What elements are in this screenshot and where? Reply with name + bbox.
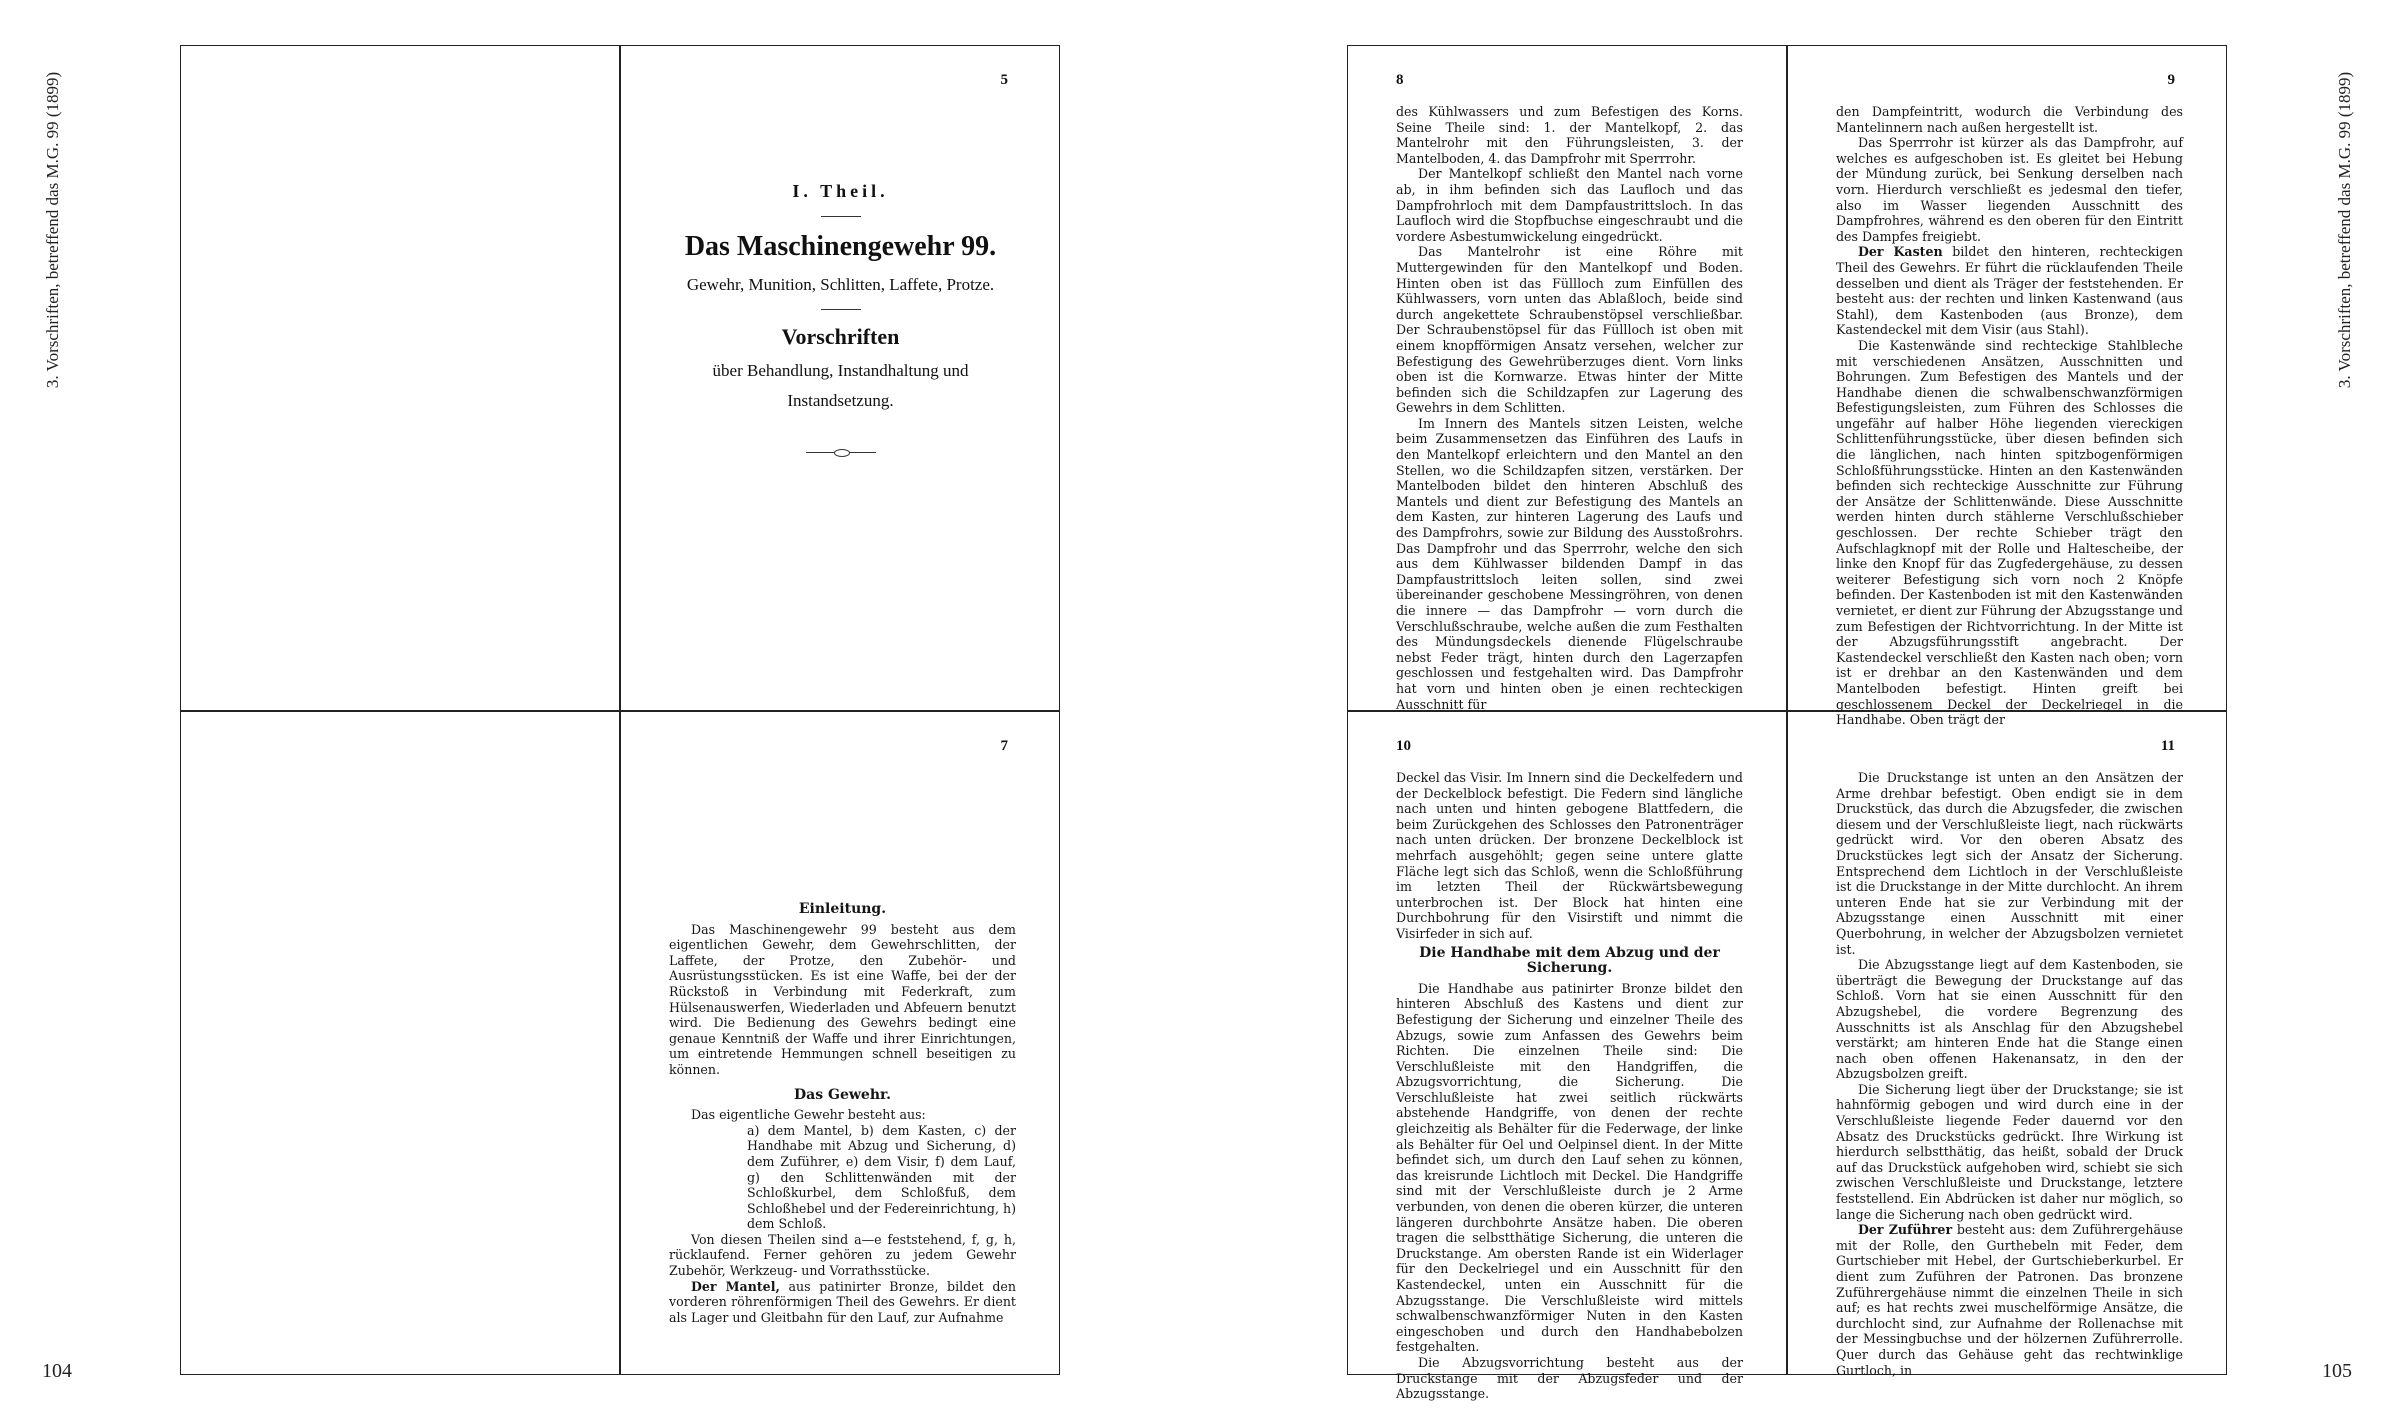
page-9-para-3 bbox=[1836, 244, 2183, 338]
title-rule-2 bbox=[821, 309, 861, 310]
zufuehrer-lead: Der Zuführer bbox=[1858, 1222, 1953, 1238]
page-10 bbox=[1348, 712, 1787, 1402]
mantel-lead: Der Mantel, bbox=[691, 1278, 780, 1294]
page-11-number: 11 bbox=[2160, 738, 2175, 754]
page-8 bbox=[1348, 46, 1787, 710]
page-10-para-2: Die Handhabe aus patinirter Bronze bildet den hinteren Abschluß des Kastens und dient zur Befestigung der Sicherung und einzelner Theile des Abzugs, sowie zum Anfassen des Gewehrs beim Richten. Die einzelnen Theile sind: Die Verschlußleiste mit den Handgriffen, die Abzugsvorrichtung, die Sicherung. Die Verschlußleiste hat zwei seitlich rückwärts abstehende Handgriffe, von denen der rechte gleichzeitig als Behälter für die Federwage, der linke als Behälter für Oel und Oelpinsel dient. In der Mitte befindet sich, um durch den Lauf sehen zu können, das kreisrunde Lichtloch mit Deckel. Die Handgriffe sind mit der Verschlußleiste durch je 2 Arme verbunden, von denen die oberen kürzer, die unteren längeren durchbohrte Ansätze haben. Die oberen tragen die selbstthätige Sicherung, die unteren die Druckstange. Am obersten Rande ist ein Widerlager für den Deckelriegel und ein Ausschnitt für den Kastendeckel, unten ein Ausschnitt für die Abzugsstange. Die Verschlußleiste wird mittels schwalbenschwanzförmiger Nuten in den Kasten eingeschoben und durch den Handhabebolzen festgehalten. bbox=[1396, 980, 1743, 1355]
page-8-para-2: Der Mantelkopf schließt den Mantel nach vorne ab, in ihm befinden sich das Laufloch und das Dampfrohrloch mit dem Dampfaustrittsloch. In das Laufloch wird die Stopfbuchse eingeschraubt und die vordere Asbestumwickelung eingedrückt. bbox=[1396, 166, 1743, 244]
running-title-left bbox=[33, 40, 73, 420]
page-9-para-2: Das Sperrrohr ist kürzer als das Dampfrohr, auf welches es aufgeschoben ist. Es gleitet bei Hebung der Mündung zurück, bei Senkung derselben nach vorn. Hierdurch verschließt es jedesmal den tiefer, also im Wasser liegenden Ausschnitt des Dampfrohres, während es den oberen für den Eintritt des Dampfes freigiebt. bbox=[1836, 135, 2183, 244]
page-11-para-4 bbox=[1836, 1222, 2183, 1378]
mantel-text: aus patinirter Bronze, bildet den vorderen röhrenförmigen Theil des Gewehrs. Er dient als Lager und Gleitbahn für den Lauf, zur Aufnahme bbox=[669, 1278, 1016, 1325]
main-title: Das Maschinengewehr 99. bbox=[684, 231, 997, 262]
folio-left: 104 bbox=[42, 1360, 72, 1382]
page-11-para-2: Die Abzugsstange liegt auf dem Kastenboden, sie überträgt die Bewegung der Druckstange auf das Schloß. Vorn hat sie einen Ausschnitt für den Abzugshebel, die vordere Begrenzung des Ausschnitts ist als Anschlag für den Abzugshebel verstärkt; am hinteren Ende hat die Stange einen nach oben offenen Hakenansatz, in den der Abzugsbolzen greift. bbox=[1836, 957, 2183, 1082]
page-11 bbox=[1788, 712, 2227, 1376]
page-11-text bbox=[1836, 770, 2183, 1378]
zufuehrer-text: besteht aus: dem Zuführergehäuse mit der Rolle, den Gurthebeln mit Feder, dem Gurtschieber mit Hebel, der Gurtschieberkurbel. Er dient zum Zuführen der Patronen. Das bronzene Zuführergehäuse nimmt die einzelnen Theile in sich auf; es hat rechts zwei muschelförmige Ansätze, die durchlocht sind, zur Aufnahme der Rollenachse mit der Messingbuchse und der hölzernen Zuführerrolle. Quer durch das Gehäuse geht das rechtwinklige Gurtloch, in bbox=[1836, 1222, 2183, 1378]
left-spread bbox=[180, 45, 1060, 1375]
page-7-number: 7 bbox=[1000, 738, 1008, 754]
page-7-para-2: Das eigentliche Gewehr besteht aus: bbox=[691, 1107, 926, 1123]
page-10-number: 10 bbox=[1396, 738, 1411, 754]
page-7-para-4 bbox=[669, 1279, 1016, 1326]
ornament-rule bbox=[806, 448, 876, 456]
page-8-text bbox=[1396, 104, 1743, 712]
right-spread bbox=[1347, 45, 2227, 1402]
vorschriften-sub-line-2: Instandsetzung. bbox=[787, 391, 894, 410]
running-title-text-left: 3. Vorschriften, betreffend das M.G. 99 (1899) bbox=[43, 71, 63, 389]
page-9-para-1: den Dampfeintritt, wodurch die Verbindung des Mantelinnern nach außen hergestellt ist. bbox=[1836, 104, 2183, 135]
gewehr-heading: Das Gewehr. bbox=[794, 1086, 891, 1103]
page-11-para-1: Die Druckstange ist unten an den Ansätzen der Arme drehbar befestigt. Oben endigt sie in dem Druckstück, das durch die Abzugsfeder, die zwischen diesem und der Verschlußleiste liegt, nach rückwärts gedrückt wird. Vor den oberen Absatz des Druckstückes legt sich der Ansatz der Sicherung. Entsprechend dem Lichtloch in der Verschlußleiste ist die Druckstange in der Mitte durchlocht. An ihrem unteren Ende hat sie zur Verbindung mit der Abzugsstange einen Ausschnitt mit einer Querbohrung, in welcher der Abzugsbolzen vernietet ist. bbox=[1836, 770, 2183, 957]
blank-page-bottom bbox=[181, 712, 620, 1376]
page-5-title-block bbox=[621, 181, 1060, 456]
vorschriften-sub-line-1: über Behandlung, Instandhaltung und bbox=[712, 361, 969, 380]
running-title-text-right: 3. Vorschriften, betreffend das M.G. 99 (1899) bbox=[2335, 71, 2355, 389]
folio-right: 105 bbox=[2322, 1360, 2352, 1382]
page-5 bbox=[621, 46, 1060, 710]
page-9 bbox=[1788, 46, 2227, 728]
page-7-para-3: Von diesen Theilen sind a—e feststehend, f, g, h, rücklaufend. Ferner gehören zu jedem Gewehr Zubehör, Werkzeug- und Vorrathsstücke. bbox=[669, 1231, 1016, 1279]
main-subtitle: Gewehr, Munition, Schlitten, Laffete, Protze. bbox=[686, 275, 995, 294]
handhabe-heading: Die Handhabe mit dem Abzug und der Sicherung. bbox=[1419, 944, 1720, 977]
vorschriften-heading: Vorschriften bbox=[781, 324, 900, 349]
parts-list bbox=[669, 1123, 1016, 1232]
page-7-text bbox=[669, 898, 1016, 1325]
page-10-para-1: Deckel das Visir. Im Innern sind die Deckelfedern und der Deckelblock befestigt. Die Federn sind längliche nach unten und hinten gebogene Blattfedern, die beim Zurückgehen des Schlosses den Patronenträger nach unten drücken. Der bronzene Deckelblock ist mehrfach ausgehöhlt; gegen seine untere glatte Fläche legt sich das Schloß, wenn die Schloßführung im letzten Theil der Rückwärtsbewegung unterbrochen ist. Der Block hat hinten eine Durchbohrung für den Visirstift und nimmt die Visirfeder in sich auf. bbox=[1396, 770, 1743, 941]
kasten-lead: Der Kasten bbox=[1858, 244, 1943, 260]
running-title-right bbox=[2325, 40, 2365, 420]
parts-list-text: a) dem Mantel, b) dem Kasten, c) der Handhabe mit Abzug und Sicherung, d) dem Zuführer, e) dem Visir, f) dem Lauf, g) den Schlittenwänden mit der Schloßkurbel, dem Schloßfuß, dem Schloßhebel und der Federeinrichtung, h) dem Schloß. bbox=[747, 1122, 1016, 1232]
page-10-para-3: Die Abzugsvorrichtung besteht aus der Druckstange mit der Abzugsfeder und der Abzugsstange. bbox=[1396, 1354, 1743, 1402]
theil-heading: I. Theil. bbox=[792, 181, 889, 201]
page-7 bbox=[621, 712, 1060, 1376]
blank-page-top bbox=[181, 46, 620, 710]
page-8-para-3: Das Mantelrohr ist eine Röhre mit Muttergewinden für den Mantelkopf und Boden. Hinten oben ist das Füllloch zum Einfüllen des Kühlwassers, vorn unten das Ablaßloch, beide sind durch angekettete Schraubenstöpsel verschließbar. Der Schraubenstöpsel für das Füllloch ist oben mit einem knopfförmigen Ansatz versehen, welcher zur Befestigung des Gewehrüberzuges dient. Vorn links oben ist die Kornwarze. Etwas hinter der Mitte befinden sich die Schildzapfen zur Lagerung des Gewehrs in dem Schlitten. bbox=[1396, 244, 1743, 416]
page-9-number: 9 bbox=[2167, 72, 2175, 88]
kasten-text: bildet den hinteren, rechteckigen Theil des Gewehrs. Er führt die rücklaufenden Theile desselben und dient als Träger der feststehenden. Er besteht aus: der rechten und linken Kastenwand (aus Stahl), dem Kastenboden (aus Bronze), dem Kastendeckel mit dem Visir (aus Stahl). bbox=[1836, 244, 2183, 338]
page-8-number: 8 bbox=[1396, 72, 1404, 88]
page-8-para-1: des Kühlwassers und zum Befestigen des Korns. Seine Theile sind: 1. der Mantelkopf, 2. das Mantelrohr mit den Führungsleisten, 3. der Mantelboden, 4. das Dampfrohr mit Sperrrohr. bbox=[1396, 104, 1743, 166]
vorschriften-sub bbox=[621, 356, 1060, 416]
page-10-text bbox=[1396, 770, 1743, 1402]
page-7-para-1: Das Maschinengewehr 99 besteht aus dem eigentlichen Gewehr, dem Gewehrschlitten, der Laffete, der Protze, den Zubehör- und Ausrüstungsstücken. Es ist eine Waffe, bei der der Rückstoß in Verbindung mit Federkraft, zum Hülsenauswerfen, Wiederladen und Abfeuern benutzt wird. Die Bedienung des Gewehrs bedingt eine genaue Kenntniß der Waffe und ihrer Einrichtungen, um eintretende Hemmungen schnell beseitigen zu können. bbox=[669, 921, 1016, 1077]
einleitung-heading: Einleitung. bbox=[798, 901, 887, 917]
page-9-para-4: Die Kastenwände sind rechteckige Stahlbleche mit verschiedenen Ansätzen, Ausschnitten und Bohrungen. Zum Befestigen des Mantels und der Handhabe dienen die schwalbenschwanzförmigen Befestigungsleisten, zum Führen des Schlosses die ungefähr auf halber Höhe liegenden viereckigen Schlittenführungsstücke, über diesen befinden sich die länglichen, nach hinten spitzbogenförmigen Schloßführungsstücke. Hinten an den Kastenwänden befinden sich rechteckige Ausschnitte zur Führung der Ansätze der Schlittenwände. Diese Ausschnitte werden hinten durch stählerne Verschlußschieber geschlossen. Der rechte Schieber trägt den Aufschlagknopf mit der Rolle und Haltescheibe, der linke den Knopf für das Zugfedergehäuse, zu dessen weiterer Befestigung sich vorn noch 2 Knöpfe befinden. Der Kastenboden ist mit den Kastenwänden vernietet, er dient zur Führung der Abzugsstange und zum Befestigen der Richtvorrichtung. In der Mitte ist der Abzugsführungsstift angebracht. Der Kastendeckel verschließt den Kasten nach oben; vorn ist er drehbar an den Kastenwänden und dem Mantelboden befestigt. Hinten greift bei geschlossenem Deckel der Deckelriegel in die Handhabe. Oben trägt der bbox=[1836, 337, 2183, 728]
page-8-para-4: Im Innern des Mantels sitzen Leisten, welche beim Zusammensetzen das Einführen des Laufs in den Mantelkopf erleichtern und den Mantel an den Stellen, wo die Schildzapfen sitzen, verstärken. Der Mantelboden bildet den hinteren Abschluß des Mantels und dient zur Befestigung des Mantels an dem Kasten, zur hinteren Lagerung des Laufs und des Dampfrohrs, sowie zur Bildung des Ausstoßrohrs. Das Dampfrohr und das Sperrrohr, welche den sich aus dem Kühlwasser bildenden Dampf in das Dampfaustrittsloch leiten sollen, sind zwei übereinander geschobene Messingröhren, von denen die innere — das Dampfrohr — vorn durch die Verschlußschraube, welche außen die zum Festhalten des Mündungsdeckels dienende Flügelschraube nebst Feder trägt, hinten durch den Lagerzapfen geschlossen und festgehalten wird. Das Dampfrohr hat vorn und hinten oben je einen rechteckigen Ausschnitt für bbox=[1396, 415, 1743, 712]
page-11-para-3: Die Sicherung liegt über der Druckstange; sie ist hahnförmig gebogen und wird durch eine in der Verschlußleiste liegende Feder dauernd vor den Absatz des Druckstücks gedrückt. Ihre Wirkung ist hierdurch selbstthätig, das heißt, sobald der Druck auf das Druckstück aufgehoben wird, schiebt sie sich zwischen Verschlußleiste und Druckstange, letztere feststellend. Ein Abdrücken ist daher nur möglich, so lange die Sicherung nach oben gedrückt wird. bbox=[1836, 1081, 2183, 1222]
page-9-text bbox=[1836, 104, 2183, 728]
page-5-number: 5 bbox=[1000, 72, 1008, 88]
title-rule-1 bbox=[821, 216, 861, 217]
